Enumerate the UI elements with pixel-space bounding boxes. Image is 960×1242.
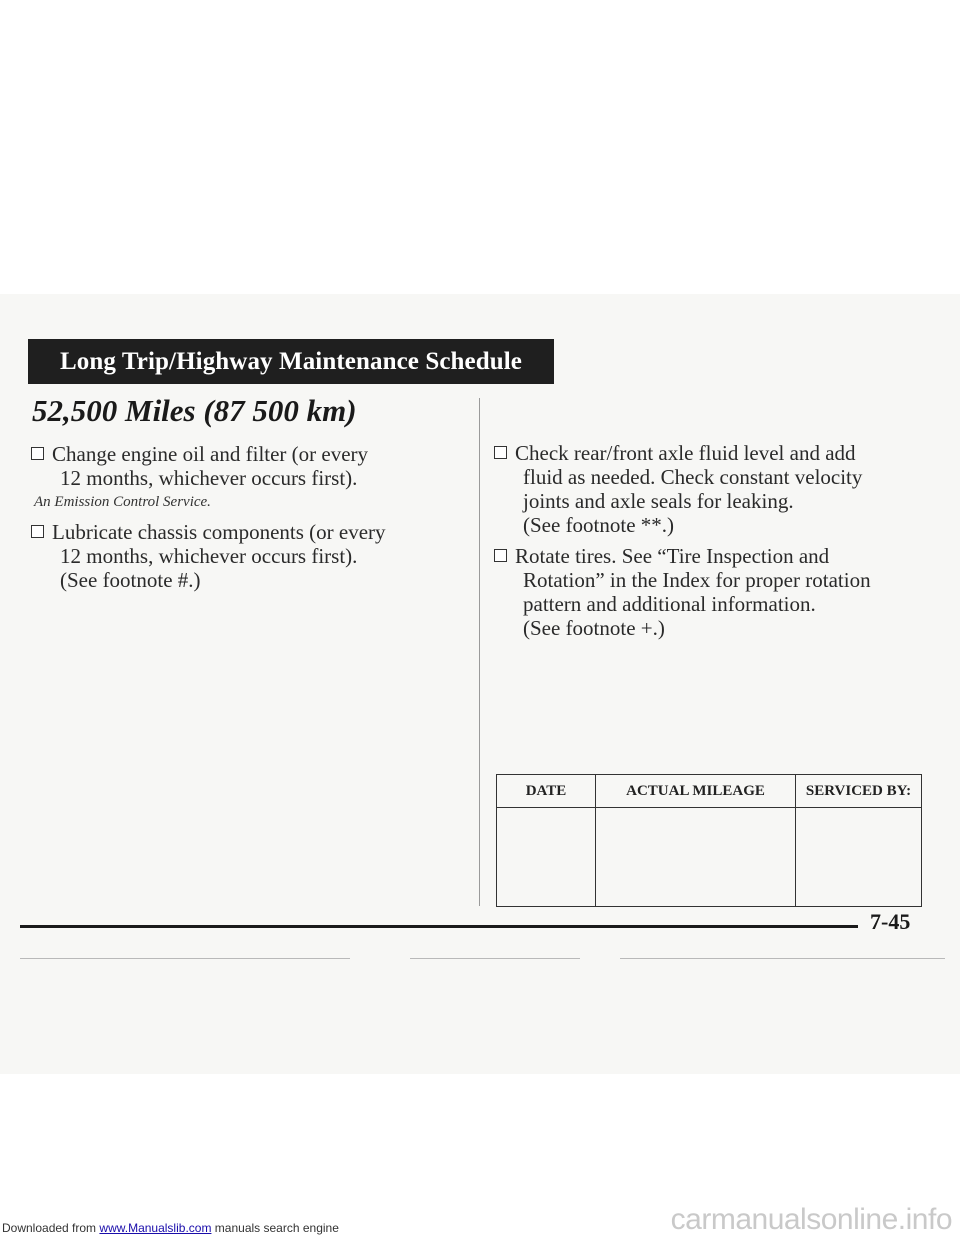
column-divider (479, 398, 480, 906)
task-rotate-tires (494, 544, 871, 640)
header-date: DATE (497, 775, 596, 808)
task-lubricate-chassis (31, 520, 386, 592)
serviced-by-cell[interactable] (796, 808, 922, 907)
task-line: Change engine oil and filter (or every (52, 442, 369, 466)
task-line: Lubricate chassis components (or every (52, 520, 386, 544)
task-line: (See footnote **.) (523, 513, 675, 537)
task-line: 12 months, whichever occurs first). (60, 544, 358, 568)
bottom-rule (20, 925, 858, 928)
scan-artifact-line (620, 958, 945, 959)
scan-artifact-line (20, 958, 350, 959)
task-line: joints and axle seals for leaking. (523, 489, 794, 513)
checkbox-icon (31, 447, 44, 460)
task-line: pattern and additional information. (523, 592, 816, 616)
task-line: (See footnote #.) (60, 568, 201, 592)
scan-artifact-line (410, 958, 580, 959)
mileage-heading: 52,500 Miles (87 500 km) (32, 393, 357, 428)
task-line: Rotate tires. See “Tire Inspection and (515, 544, 830, 568)
watermark-text: carmanualsonline.info (670, 1203, 952, 1236)
checkbox-icon (494, 446, 507, 459)
footer-suffix: manuals search engine (214, 1221, 339, 1235)
date-cell[interactable] (497, 808, 596, 907)
header-serviced-by: SERVICED BY: (796, 775, 922, 808)
page-number: 7-45 (870, 909, 911, 934)
emission-note: An Emission Control Service. (34, 494, 211, 510)
task-line: Check rear/front axle fluid level and add (515, 441, 856, 465)
checkbox-icon (494, 549, 507, 562)
header-actual-mileage: ACTUAL MILEAGE (596, 775, 796, 808)
section-banner: Long Trip/Highway Maintenance Schedule (28, 339, 554, 384)
task-line: (See footnote +.) (523, 616, 665, 640)
task-line: Rotation” in the Index for proper rotation (523, 568, 871, 592)
task-line: fluid as needed. Check constant velocity (523, 465, 863, 489)
mileage-cell[interactable] (596, 808, 796, 907)
checkbox-icon (31, 525, 44, 538)
service-record-table (496, 774, 922, 907)
task-change-oil (31, 442, 368, 490)
download-footer (2, 1221, 339, 1235)
task-line: 12 months, whichever occurs first). (60, 466, 358, 490)
task-check-axle-fluid (494, 441, 862, 537)
manualslib-link[interactable]: www.Manualslib.com (99, 1221, 212, 1235)
footer-prefix: Downloaded from (2, 1221, 97, 1235)
